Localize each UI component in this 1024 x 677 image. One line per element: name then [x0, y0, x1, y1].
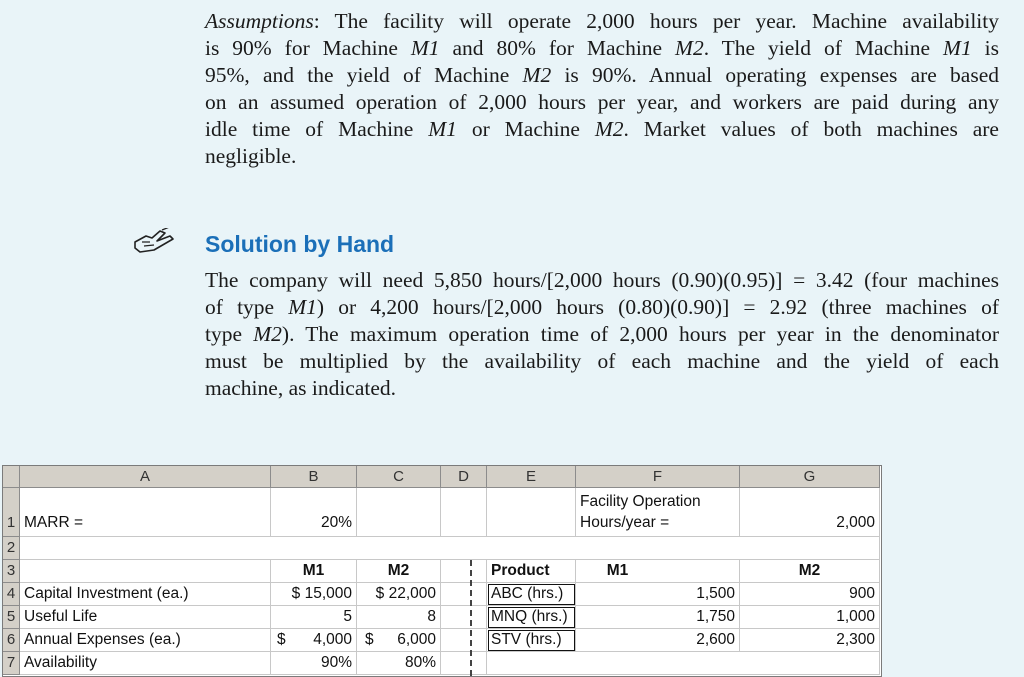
- cell-b5[interactable]: 5: [271, 606, 357, 629]
- column-header-e[interactable]: E: [487, 466, 576, 488]
- column-header-g[interactable]: G: [740, 466, 880, 488]
- column-header-a[interactable]: A: [20, 466, 271, 488]
- cell-f6[interactable]: 2,600: [576, 629, 740, 652]
- cell-c7[interactable]: 80%: [357, 652, 441, 675]
- solution-line-2: of type M1) or 4,200 hours/[2,000 hours (0.80)(0.90)] = 2.92 (three machines of: [205, 295, 999, 319]
- assumptions-line-6: negligible.: [205, 144, 297, 168]
- row-2-cells[interactable]: [20, 537, 880, 560]
- column-header-b[interactable]: B: [271, 466, 357, 488]
- solution-heading: Solution by Hand: [205, 231, 395, 257]
- row-header-7[interactable]: 7: [3, 652, 20, 675]
- cell-b3[interactable]: M1: [271, 560, 357, 583]
- cell-c5[interactable]: 8: [357, 606, 441, 629]
- column-header-f[interactable]: F: [576, 466, 740, 488]
- solution-line-3: type M2). The maximum operation time of 2,000 hours per year in the denominator: [205, 322, 999, 346]
- cell-b7[interactable]: 90%: [271, 652, 357, 675]
- cell-f5[interactable]: 1,750: [576, 606, 740, 629]
- solution-line-1: The company will need 5,850 hours/[2,000 hours (0.90)(0.95)] = 3.42 (four machines: [205, 268, 999, 292]
- cell-c6[interactable]: [357, 629, 441, 652]
- cell-a6[interactable]: Annual Expenses (ea.): [20, 629, 271, 652]
- cell-a5[interactable]: Useful Life: [20, 606, 271, 629]
- assumptions-label: Assumptions: [205, 9, 314, 33]
- cell-b1[interactable]: 20%: [271, 488, 357, 537]
- solution-line-5: machine, as indicated.: [205, 376, 397, 400]
- row-header-5[interactable]: 5: [3, 606, 20, 629]
- cell-b6-value: 4,000: [313, 631, 352, 648]
- cell-d1[interactable]: [441, 488, 487, 537]
- cell-f1-line1: Facility Operation: [580, 493, 701, 510]
- cell-a3[interactable]: [20, 560, 271, 583]
- column-header-c[interactable]: C: [357, 466, 441, 488]
- row-header-6[interactable]: 6: [3, 629, 20, 652]
- cell-e1[interactable]: [487, 488, 576, 537]
- assumptions-line-3: 95%, and the yield of Machine M2 is 90%. Annual operating expenses are based: [205, 63, 999, 87]
- cell-e5[interactable]: MNQ (hrs.): [487, 606, 576, 629]
- cell-c6-currency: $: [365, 631, 374, 648]
- cell-e7-g7[interactable]: [487, 652, 880, 675]
- cell-a4[interactable]: Capital Investment (ea.): [20, 583, 271, 606]
- cell-g1[interactable]: 2,000: [740, 488, 880, 537]
- cell-g5[interactable]: 1,000: [740, 606, 880, 629]
- sheet-corner[interactable]: [3, 466, 20, 488]
- cell-d5[interactable]: [441, 606, 487, 629]
- assumptions-line-1: Assumptions: The facility will operate 2,000 hours per year. Machine availability: [205, 9, 999, 33]
- cell-b6-currency: $: [277, 631, 286, 648]
- cell-f1[interactable]: [576, 488, 740, 537]
- cell-g6[interactable]: 2,300: [740, 629, 880, 652]
- assumptions-paragraph: [205, 8, 999, 170]
- cell-c4[interactable]: $ 22,000: [357, 583, 441, 606]
- assumptions-line-2: is 90% for Machine M1 and 80% for Machine M2. The yield of Machine M1 is: [205, 36, 1000, 60]
- cell-g4[interactable]: 900: [740, 583, 880, 606]
- cell-d7[interactable]: [441, 652, 487, 675]
- cell-d4[interactable]: [441, 583, 487, 606]
- solution-line-4: must be multiplied by the availability of each machine and the yield of each: [205, 349, 999, 373]
- cell-b4[interactable]: $ 15,000: [271, 583, 357, 606]
- cell-c1[interactable]: [357, 488, 441, 537]
- spreadsheet: [2, 465, 882, 677]
- cell-f4[interactable]: 1,500: [576, 583, 740, 606]
- page-break-line: [470, 560, 472, 676]
- cell-c6-value: 6,000: [397, 631, 436, 648]
- cell-e4[interactable]: ABC (hrs.): [487, 583, 576, 606]
- cell-b6[interactable]: [271, 629, 357, 652]
- solution-paragraph: [205, 267, 999, 402]
- cell-d3[interactable]: [441, 560, 487, 583]
- cell-a7[interactable]: Availability: [20, 652, 271, 675]
- column-header-d[interactable]: D: [441, 466, 487, 488]
- cell-f3[interactable]: M1: [576, 560, 740, 583]
- cell-d6[interactable]: [441, 629, 487, 652]
- cell-g3[interactable]: M2: [740, 560, 880, 583]
- cell-a1[interactable]: MARR =: [20, 488, 271, 537]
- row-header-2[interactable]: 2: [3, 537, 20, 560]
- row-header-1[interactable]: 1: [3, 488, 20, 537]
- cell-e3[interactable]: Product: [487, 560, 576, 583]
- hand-writing-icon: [132, 228, 176, 258]
- cell-c3[interactable]: M2: [357, 560, 441, 583]
- row-header-3[interactable]: 3: [3, 560, 20, 583]
- row-header-4[interactable]: 4: [3, 583, 20, 606]
- assumptions-line-5: idle time of Machine M1 or Machine M2. Market values of both machines are: [205, 117, 999, 141]
- assumptions-line-4: on an assumed operation of 2,000 hours per year, and workers are paid during any: [205, 90, 999, 114]
- cell-e6[interactable]: STV (hrs.): [487, 629, 576, 652]
- cell-f1-line2: Hours/year =: [580, 514, 670, 531]
